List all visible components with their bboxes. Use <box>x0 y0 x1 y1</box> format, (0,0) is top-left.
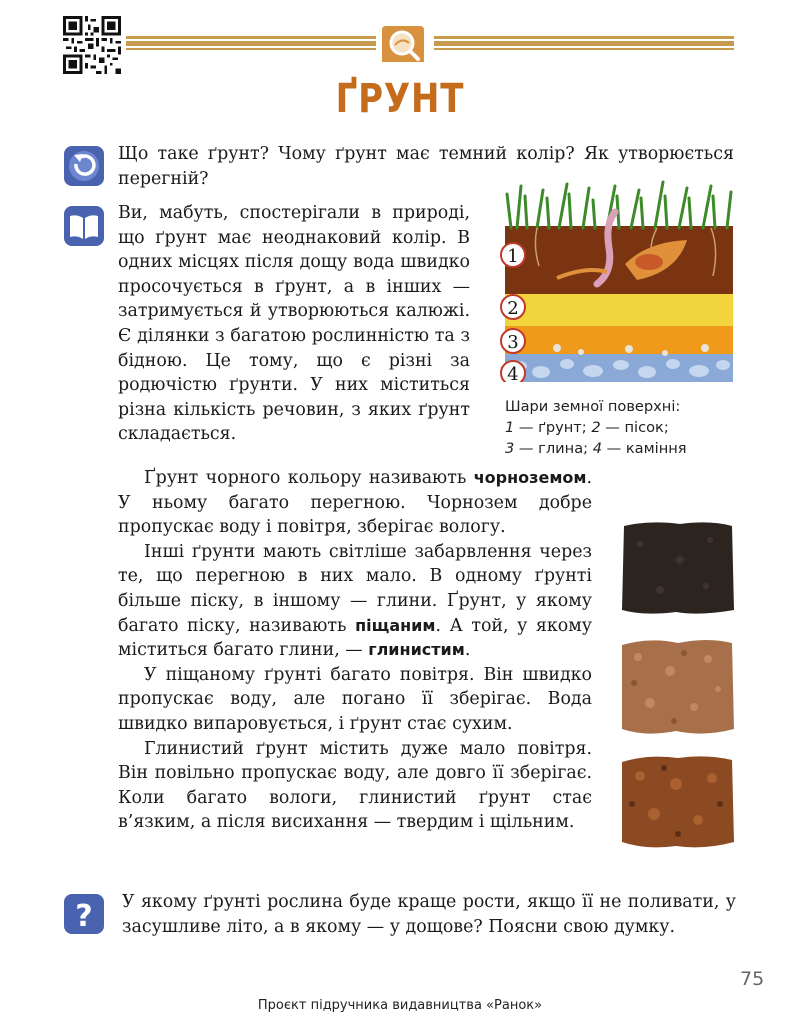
caption-text-1: — ґрунт; <box>514 419 592 436</box>
repeat-icon <box>64 146 104 186</box>
header-divider-right <box>434 36 734 50</box>
sandy-soil-sample-image <box>620 637 734 737</box>
chernozem-sample-image <box>620 520 734 616</box>
caption-title: Шари земної поверхні: <box>505 398 681 415</box>
qr-code-icon[interactable] <box>62 16 122 74</box>
caption-line-2 <box>505 417 745 438</box>
page-number: 75 <box>740 968 765 990</box>
task-text: У якому ґрунті рослина буде краще рости, якщо її не поливати, у засушливе літо, а в якому — у дощове? Поясни свою думку. <box>122 892 736 937</box>
caption-num-1: 1 <box>505 419 515 436</box>
magnifier-experiment-icon <box>380 22 426 66</box>
term-clay: глинистим <box>368 640 465 660</box>
footer-text: Проєкт підручника видавництва «Ранок» <box>257 998 543 1013</box>
paragraph-sandy: У піщаному ґрунті багато повітря. Він швидко пропускає воду, але погано її зберігає. Вода швидко випаровується, і ґрунт стає сухим. <box>118 664 592 734</box>
paragraph-chernozem: Ґрунт чорного кольору називають чорноземом. У ньому багато перегною. Чорнозем добре пропускає воду і повітря, зберігає вологу. <box>118 468 592 538</box>
layer-label-4: 4 <box>507 364 519 382</box>
paragraph-clay: Глинистий ґрунт містить дуже мало повітря. Він повільно пропускає воду, але довго її зберігає. Коли багато вологи, глинистий ґрунт стає в’язким, а після висихання — твердим і щільним. <box>118 738 592 833</box>
caption-num-3: 3 <box>505 440 515 457</box>
layer-label-2: 2 <box>507 298 519 319</box>
figure-caption <box>505 396 745 459</box>
term-chernozem: чорноземом <box>473 468 587 487</box>
caption-text-3: — глина; <box>514 440 593 457</box>
main-text <box>118 466 592 835</box>
reading-text: Ви, мабуть, спостерігали в природі, що ґрунт має неоднаковий колір. В одних місцях після дощу вода швидко просочується в ґрунт, а в інших — затримується й утворюються калюжі. Є ділянки з багатою рослинністю та з бідною. Це тому, що є різні за родючістю ґрунти. У них міститься різна кількість речовин, з яких ґрунт складається. <box>118 203 470 445</box>
caption-num-2: 2 <box>591 419 601 436</box>
clay-soil-sample-image <box>620 754 734 850</box>
term-sandy: піщаним <box>355 615 436 635</box>
question-mark-icon <box>64 894 104 934</box>
svg-text:?: ? <box>75 899 93 934</box>
page-title: ҐРУНТ <box>335 76 465 122</box>
soil-layers-illustration <box>497 176 733 382</box>
caption-num-4: 4 <box>592 440 602 457</box>
paragraph-soil-types: Інші ґрунти мають світліше забарвлення через те, що перегною в них мало. В одному ґрунті більше піску, в іншому — глини. Ґрунт, у якому багато піску, називають піщаним. А той, у якому міститься багато глини, — глинистим. <box>118 541 592 661</box>
book-icon <box>64 206 104 246</box>
header-divider-left <box>126 36 376 50</box>
caption-text-4: — каміння <box>602 440 687 457</box>
caption-text-2: — пісок; <box>600 419 669 436</box>
layer-label-3: 3 <box>507 332 519 353</box>
layer-label-1: 1 <box>507 246 519 267</box>
caption-line-3 <box>505 438 745 459</box>
question-text: Що таке ґрунт? Чому ґрунт має темний колір? Як утворюється перегній? <box>118 144 734 189</box>
